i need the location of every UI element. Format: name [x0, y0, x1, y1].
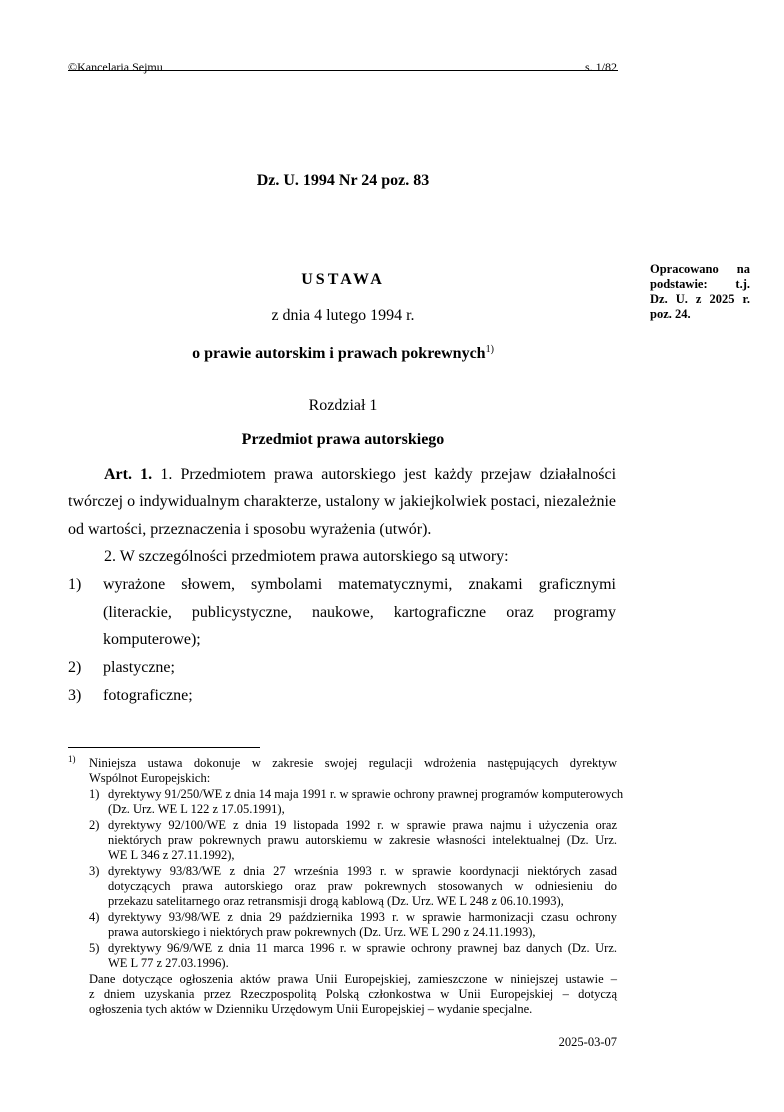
footer-date: 2025-03-07: [558, 1035, 617, 1049]
item-number: 3): [68, 687, 82, 704]
footnote-line: dotyczących prawa autorskiego oraz praw pokrewnych stosowanych w odniesieniu do: [108, 879, 617, 893]
header-divider: [68, 70, 618, 71]
item-number: 2): [68, 659, 82, 676]
header-source: ©Kancelaria Sejmu: [68, 60, 163, 74]
footnote-line: przekazu satelitarnego oraz retransmisji drogą kablową (Dz. Urz. WE L 248 z 06.10.1993),: [108, 894, 564, 908]
act-date: z dnia 4 lutego 1994 r.: [271, 307, 415, 324]
footnote-line: ogłoszenia tych aktów w Dzienniku Urzędowym Unii Europejskiej – wydanie specjalne.: [89, 1002, 533, 1016]
article-line: twórczej o indywidualnym charakterze, ustalony w jakiejkolwiek postaci, niezależnie: [68, 493, 616, 510]
item-line: wyrażone słowem, symbolami matematycznymi, znakami graficznymi: [103, 576, 616, 593]
footnote-divider: [68, 747, 260, 748]
item-number: 1): [68, 576, 82, 593]
margin-note-line: poz. 24.: [650, 307, 691, 321]
margin-note: [650, 262, 750, 322]
article-line: od wartości, przeznaczenia i sposobu wyrażenia (utwór).: [68, 521, 432, 538]
footnote-item-number: 5): [89, 941, 100, 955]
footnote-item-number: 2): [89, 818, 100, 832]
footnote-line: WE L 346 z 27.11.1992),: [108, 848, 235, 862]
footnote-item-number: 3): [89, 864, 100, 878]
footnote-line: Wspólnot Europejskich:: [89, 771, 211, 785]
article-text: 1. Przedmiotem prawa autorskiego jest każdy przejaw działalności: [160, 466, 617, 483]
act-subject: [68, 344, 618, 363]
footnote-line: niektórych praw pokrewnych prawu autorskiemu w zakresie własności intelektualnej (Dz. Urz.: [108, 833, 617, 847]
article-line: [104, 466, 616, 484]
page-number: s. 1/82: [584, 60, 617, 74]
footnote-item-number: 4): [89, 910, 100, 924]
item-line: (literackie, publicystyczne, naukowe, kartograficzne oraz programy: [103, 604, 616, 621]
footnote-line: dyrektywy 92/100/WE z dnia 19 listopada 1992 r. w sprawie prawa najmu i użyczenia oraz: [108, 818, 617, 832]
chapter-label: Rozdział 1: [308, 397, 378, 414]
chapter-title: Przedmiot prawa autorskiego: [241, 431, 445, 448]
item-line: plastyczne;: [103, 659, 175, 676]
margin-note-line: podstawie: t.j.: [650, 277, 750, 291]
article-label: Art. 1.: [104, 466, 153, 483]
footnote-line: dyrektywy 91/250/WE z dnia 14 maja 1991 r. w sprawie ochrony prawnej programów komputerowych: [108, 787, 624, 801]
footnote-line: (Dz. Urz. WE L 122 z 17.05.1991),: [108, 802, 285, 816]
footnote-line: WE L 77 z 27.03.1996).: [108, 956, 229, 970]
footnote-ref[interactable]: 1): [485, 344, 494, 355]
margin-note-line: Opracowano na: [650, 262, 750, 276]
journal-reference: Dz. U. 1994 Nr 24 poz. 83: [256, 172, 430, 189]
footnote-line: dyrektywy 93/98/WE z dnia 29 października 1993 r. w sprawie harmonizacji czasu ochrony: [108, 910, 617, 924]
footnote-line: dyrektywy 96/9/WE z dnia 11 marca 1996 r. w sprawie ochrony prawnej baz danych (Dz. Urz.: [108, 941, 617, 955]
footnote-line: prawa autorskiego i niektórych praw pokrewnych (Dz. Urz. WE L 290 z 24.11.1993),: [108, 925, 536, 939]
footnote-line: Niniejsza ustawa dokonuje w zakresie swojej regulacji wdrożenia następujących dyrektyw: [89, 756, 617, 770]
item-line: komputerowe);: [103, 631, 201, 648]
footnote-line: dyrektywy 93/83/WE z dnia 27 września 1993 r. w sprawie koordynacji niektórych zasad: [108, 864, 617, 878]
item-line: fotograficzne;: [103, 687, 193, 704]
article-line: 2. W szczególności przedmiotem prawa autorskiego są utwory:: [104, 548, 509, 565]
footnote-mark: 1): [68, 754, 76, 764]
footnote-line: z dniem uzyskania przez Rzeczpospolitą Polską członkostwa w Unii Europejskiej – dotyczą: [89, 987, 617, 1001]
footnote-item-number: 1): [89, 787, 100, 801]
footnote-line: Dane dotyczące ogłoszenia aktów prawa Unii Europejskiej, zamieszczone w niniejszej ustawie –: [89, 972, 617, 986]
act-subject-text: o prawie autorskim i prawach pokrewnych: [192, 345, 486, 362]
margin-note-line: Dz. U. z 2025 r.: [650, 292, 750, 306]
act-type: USTAWA: [301, 271, 385, 288]
